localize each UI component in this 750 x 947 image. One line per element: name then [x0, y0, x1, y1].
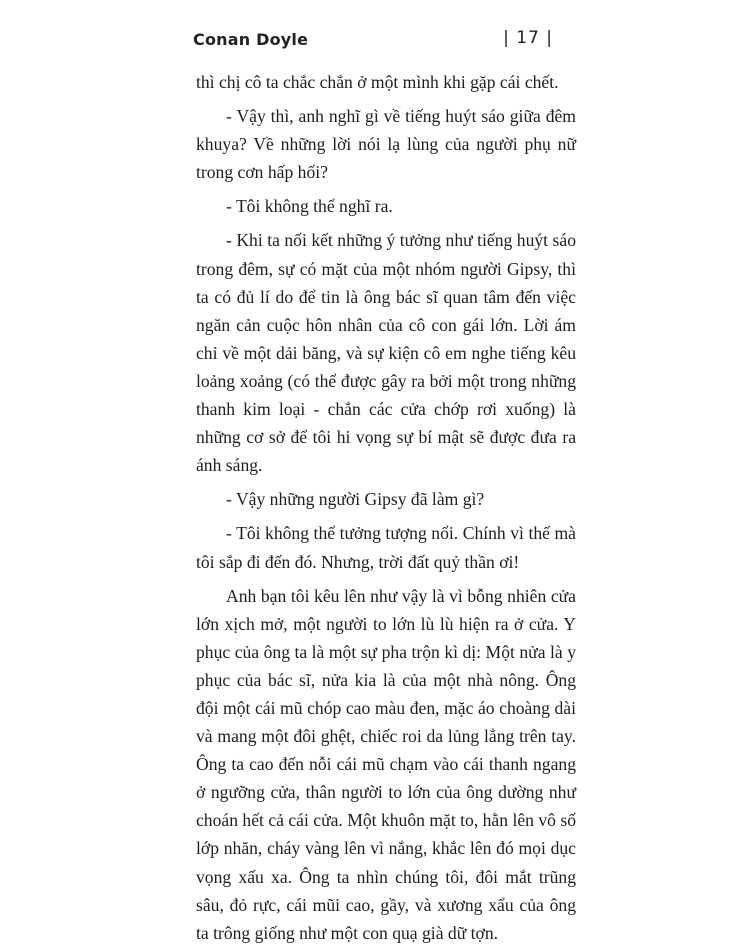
- paragraph: Anh bạn tôi kêu lên như vậy là vì bỗng nhiên cửa lớn xịch mở, một người to lớn lù lù hiện ra ở cửa. Y phục của ông ta là một sự pha trộn kì dị: Một nửa là y phục của bác sĩ, nửa kia là của một nhà nông. Ông đội một cái mũ chóp cao màu đen, mặc áo choàng dài và mang một đôi ghệt, chiếc roi da lủng lẳng trên tay. Ông ta cao đến nỗi cái mũ chạm vào cái thanh ngang ở ngưỡng cửa, thân người to lớn của ông dường như choán hết cả cái cửa. Một khuôn mặt to, hằn lên vô số lớp nhăn, cháy vàng lên vì nắng, khắc lên đó mọi dục vọng xấu xa. Ông ta nhìn chúng tôi, đôi mắt trũng sâu, đỏ rực, cái mũi cao, gầy, và xương xẩu của ông ta trông giống như một con quạ già dữ tợn.: [196, 585, 576, 943]
- running-header: [193, 30, 553, 60]
- author-name: Conan Doyle: [193, 30, 309, 49]
- page-number: | 17 |: [503, 28, 553, 48]
- paragraph: - Tôi không thể nghĩ ra.: [226, 196, 393, 217]
- paragraph: thì chị cô ta chắc chắn ở một mình khi gặp cái chết.: [196, 72, 559, 92]
- paragraph: - Tôi không thể tưởng tượng nổi. Chính vì thế mà tôi sắp đi đến đó. Nhưng, trời đất quỷ thần ơi!: [196, 523, 576, 572]
- paragraph: - Vậy những người Gipsy đã làm gì?: [226, 489, 485, 510]
- paragraph: - Khi ta nối kết những ý tưởng như tiếng huýt sáo trong đêm, sự có mặt của một nhóm người Gipsy, thì ta có đủ lí do để tin là ông bác sĩ quan tâm đến việc ngăn cản cuộc hôn nhân của cô con gái lớn. Lời ám chỉ về một dải băng, và sự kiện cô em nghe tiếng kêu loảng xoảng (có thể được gây ra bởi một trong những thanh kim loại - chắn các cửa chớp rơi xuống) là những cơ sở để tôi hi vọng sự bí mật sẽ được đưa ra ánh sáng.: [196, 230, 576, 476]
- body-text: [196, 68, 576, 947]
- paragraph: - Vậy thì, anh nghĩ gì về tiếng huýt sáo giữa đêm khuya? Về những lời nói lạ lùng của người phụ nữ trong cơn hấp hối?: [196, 106, 576, 183]
